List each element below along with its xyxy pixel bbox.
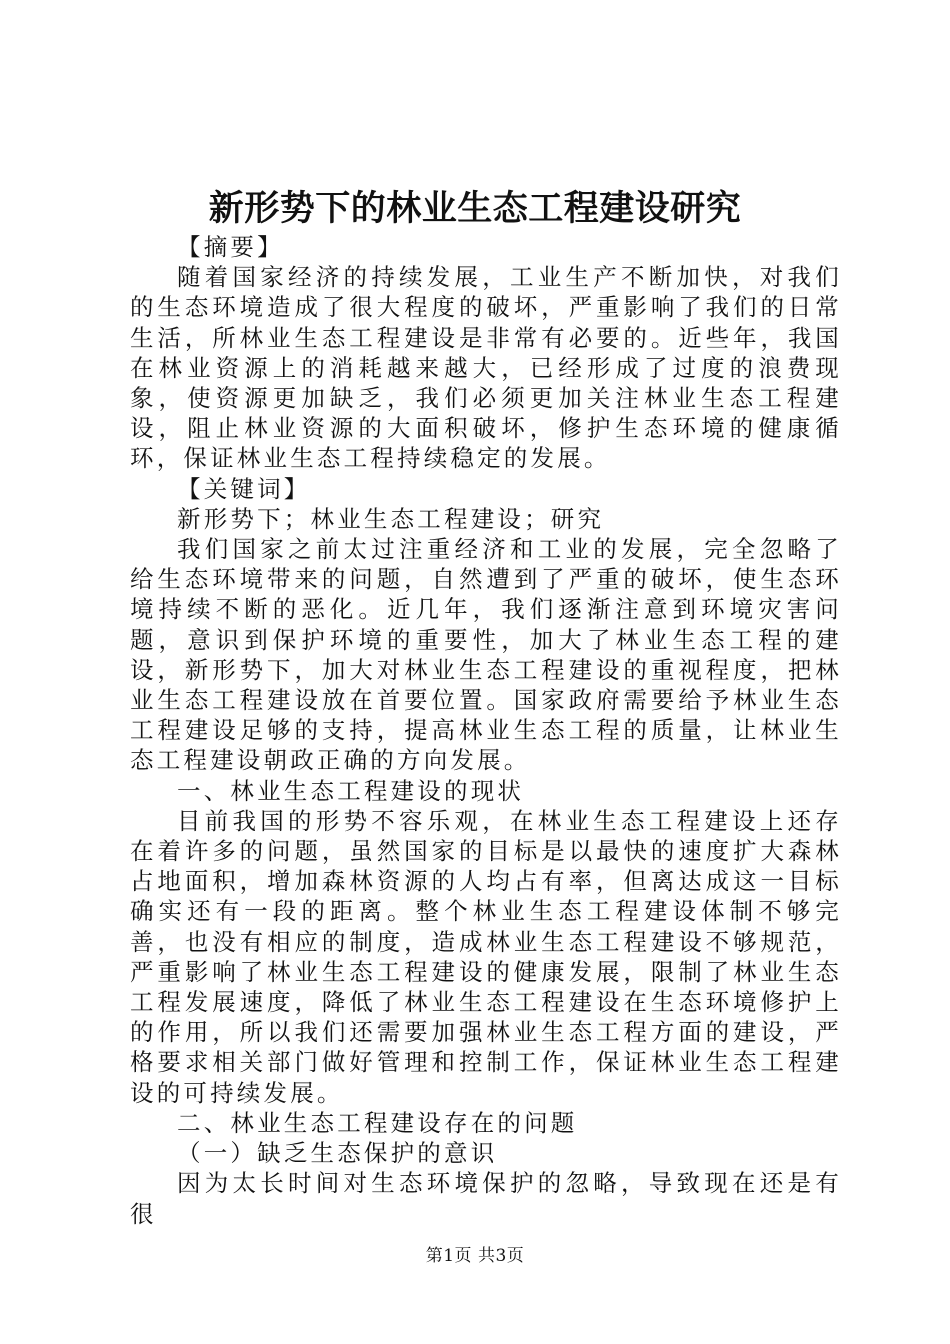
document-title: 新形势下的林业生态工程建设研究 xyxy=(208,188,742,229)
subsection-heading-1: （一）缺乏生态保护的意识 xyxy=(177,1139,498,1168)
abstract-label: 【摘要】 xyxy=(177,233,284,261)
subsection-1-paragraph: 因为太长时间对生态环境保护的忽略，导致现在还是有很 xyxy=(130,1169,842,1228)
section-1-paragraph: 目前我国的形势不容乐观，在林业生态工程建设上还存在着许多的问题，虽然国家的目标是以最快的速度扩大森林占地面积，增加森林资源的人均占有率，但离达成这一目标确实还有一段的距离。整个林业生态工程建设体制不够完善，也没有相应的制度，造成林业生态工程建设不够规范，严重影响了林业生态工程建设的健康发展，限制了林业生态工程发展速度，降低了林业生态工程建设在生态环境修护上的作用，所以我们还需要加强林业生态工程方面的建设，严格要求相关部门做好管理和控制工作，保证林业生态工程建设的可持续发展。 xyxy=(130,806,842,1107)
abstract-paragraph: 随着国家经济的持续发展，工业生产不断加快，对我们的生态环境造成了很大程度的破坏，严重影响了我们的日常生活，所林业生态工程建设是非常有必要的。近些年，我国在林业资源上的消耗越来越大，已经形成了过度的浪费现象，使资源更加缺乏，我们必须更加关注林业生态工程建设，阻止林业资源的大面积破坏，修护生态环境的健康循环，保证林业生态工程持续稳定的发展。 xyxy=(130,263,842,473)
keywords-label: 【关键词】 xyxy=(177,474,311,503)
section-heading-2: 二、林业生态工程建设存在的问题 xyxy=(177,1108,578,1137)
document-body xyxy=(130,232,842,1229)
section-heading-1: 一、林业生态工程建设的现状 xyxy=(177,776,525,805)
page-footer: 第1页 共3页 xyxy=(425,1246,525,1266)
intro-paragraph: 我们国家之前太过注重经济和工业的发展，完全忽略了给生态环境带来的问题，自然遭到了严重的破坏，使生态环境持续不断的恶化。近几年，我们逐渐注意到环境灾害问题，意识到保护环境的重要性，加大了林业生态工程的建设，新形势下，加大对林业生态工程建设的重视程度，把林业生态工程建设放在首要位置。国家政府需要给予林业生态工程建设足够的支持，提高林业生态工程的质量，让林业生态工程建设朝政正确的方向发展。 xyxy=(130,535,842,775)
keywords-paragraph: 新形势下；林业生态工程建设；研究 xyxy=(177,504,605,533)
